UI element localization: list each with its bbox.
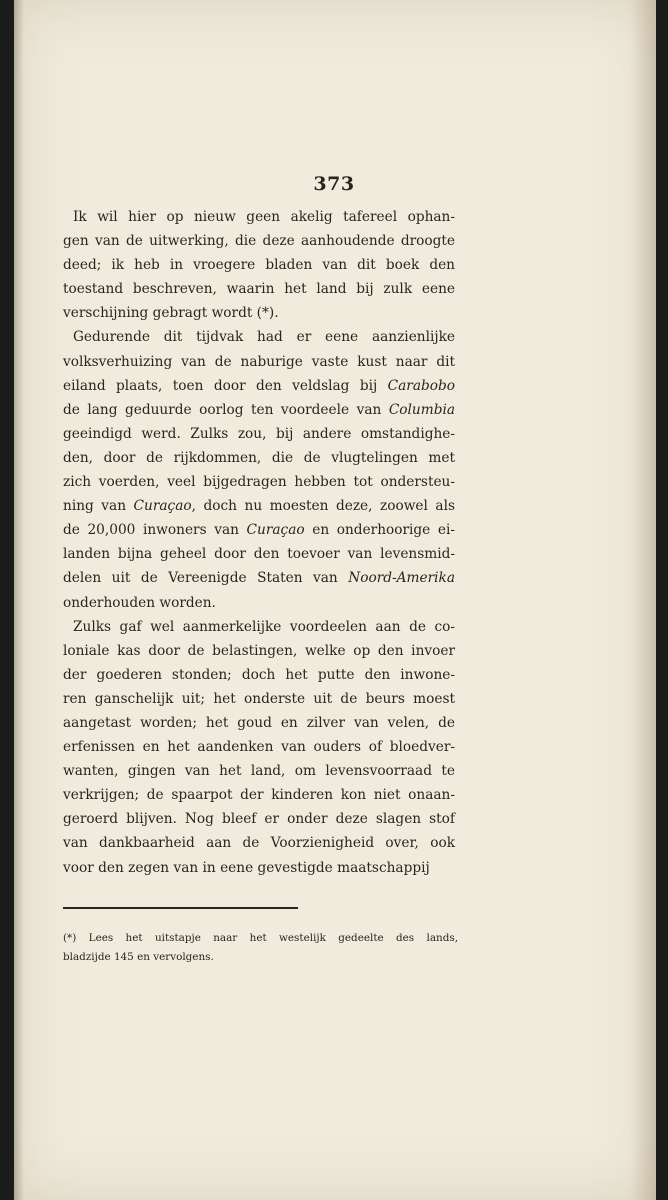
italic-term: Carabobo (387, 377, 455, 394)
text-line (63, 615, 455, 639)
text-run: volksverhuizing van de naburige vaste kust naar dit (63, 353, 455, 370)
text-line (63, 759, 455, 783)
text-run: van dankbaarheid aan de Voorzienigheid over, ook (63, 835, 455, 852)
text-line (63, 229, 455, 253)
text-run: landen bijna geheel door den toevoer van levensmid- (63, 546, 455, 563)
text-line (63, 687, 455, 711)
text-run: onderhouden worden. (63, 594, 216, 611)
text-line (63, 518, 455, 542)
text-line (63, 566, 455, 590)
italic-term: Columbia (388, 401, 455, 418)
text-run: voor den zegen van in eene gevestigde maatschappij (63, 859, 430, 876)
text-run: deed; ik heb in vroegere bladen van dit boek den (63, 257, 455, 274)
text-line (63, 277, 455, 301)
footnote-line: bladzijde 145 en vervolgens. (63, 951, 214, 963)
text-run: ning van (63, 498, 134, 515)
text-run: erfenissen en het aandenken van ouders of bloedver- (63, 739, 455, 756)
text-line (63, 783, 455, 807)
italic-term: Curaçao (246, 522, 305, 539)
text-run: wanten, gingen van het land, om levensvoorraad te (63, 763, 455, 780)
text-line (63, 470, 455, 494)
text-run: geroerd blijven. Nog bleef er onder deze slagen stof (63, 811, 455, 828)
text-line (63, 639, 455, 663)
text-line (63, 374, 455, 398)
text-line (63, 494, 455, 518)
text-run: eiland plaats, toen door den veldslag bij (63, 377, 388, 394)
text-line (63, 591, 455, 615)
text-run: aangetast worden; het goud en zilver van velen, de (63, 714, 455, 731)
text-run: toestand beschreven, waarin het land bij zulk eene (63, 281, 455, 298)
text-run: der goederen stonden; doch het putte den inwone- (63, 666, 455, 683)
text-line (63, 446, 455, 470)
text-line (63, 301, 455, 325)
text-line (63, 398, 455, 422)
text-run: den, door de rijkdommen, die de vlugtelingen met (63, 449, 455, 466)
text-line (63, 711, 455, 735)
text-line (63, 735, 455, 759)
text-run: delen uit de Vereenigde Staten van (63, 570, 349, 587)
text-run: loniale kas door de belastingen, welke op den invoer (63, 642, 455, 659)
text-run: de 20,000 inwoners van (63, 522, 247, 539)
text-run: ren ganschelijk uit; het onderste uit de beurs moest (63, 690, 455, 707)
text-run: Gedurende dit tijdvak had er eene aanzienlijke (73, 329, 455, 346)
text-line (63, 831, 455, 855)
text-run: verkrijgen; de spaarpot der kinderen kon niet onaan- (63, 787, 455, 804)
text-line (63, 350, 455, 374)
italic-term: Noord-Amerika (348, 570, 455, 587)
text-line (63, 856, 455, 880)
footnote-rule (63, 907, 298, 909)
text-line (63, 253, 455, 277)
footnote (63, 929, 458, 967)
text-line (63, 807, 455, 831)
text-run: verschijning gebragt wordt (*). (63, 305, 279, 322)
text-run: gen van de uitwerking, die deze aanhoudende droogte (63, 233, 455, 250)
text-line (63, 542, 455, 566)
text-run: Zulks gaf wel aanmerkelijke voordeelen aan de co- (73, 618, 455, 635)
footnote-line: (*) Lees het uitstapje naar het westelijk gedeelte des lands, (63, 932, 458, 944)
italic-term: Curaçao (133, 498, 192, 515)
page-number: 373 (313, 173, 355, 195)
text-run: geeindigd werd. Zulks zou, bij andere omstandighe- (63, 425, 455, 442)
text-run: , doch nu moesten deze, zoowel als (191, 498, 455, 515)
body-text (63, 205, 455, 880)
text-line (63, 205, 455, 229)
text-run: en onderhoorige ei- (304, 522, 455, 539)
text-run: Ik wil hier op nieuw geen akelig tafereel ophan- (73, 209, 455, 225)
text-run: zich voerden, veel bijgedragen hebben tot ondersteu- (63, 474, 455, 491)
text-line (63, 663, 455, 687)
text-line (63, 422, 455, 446)
text-run: de lang geduurde oorlog ten voordeele van (63, 401, 389, 418)
text-line (63, 325, 455, 349)
